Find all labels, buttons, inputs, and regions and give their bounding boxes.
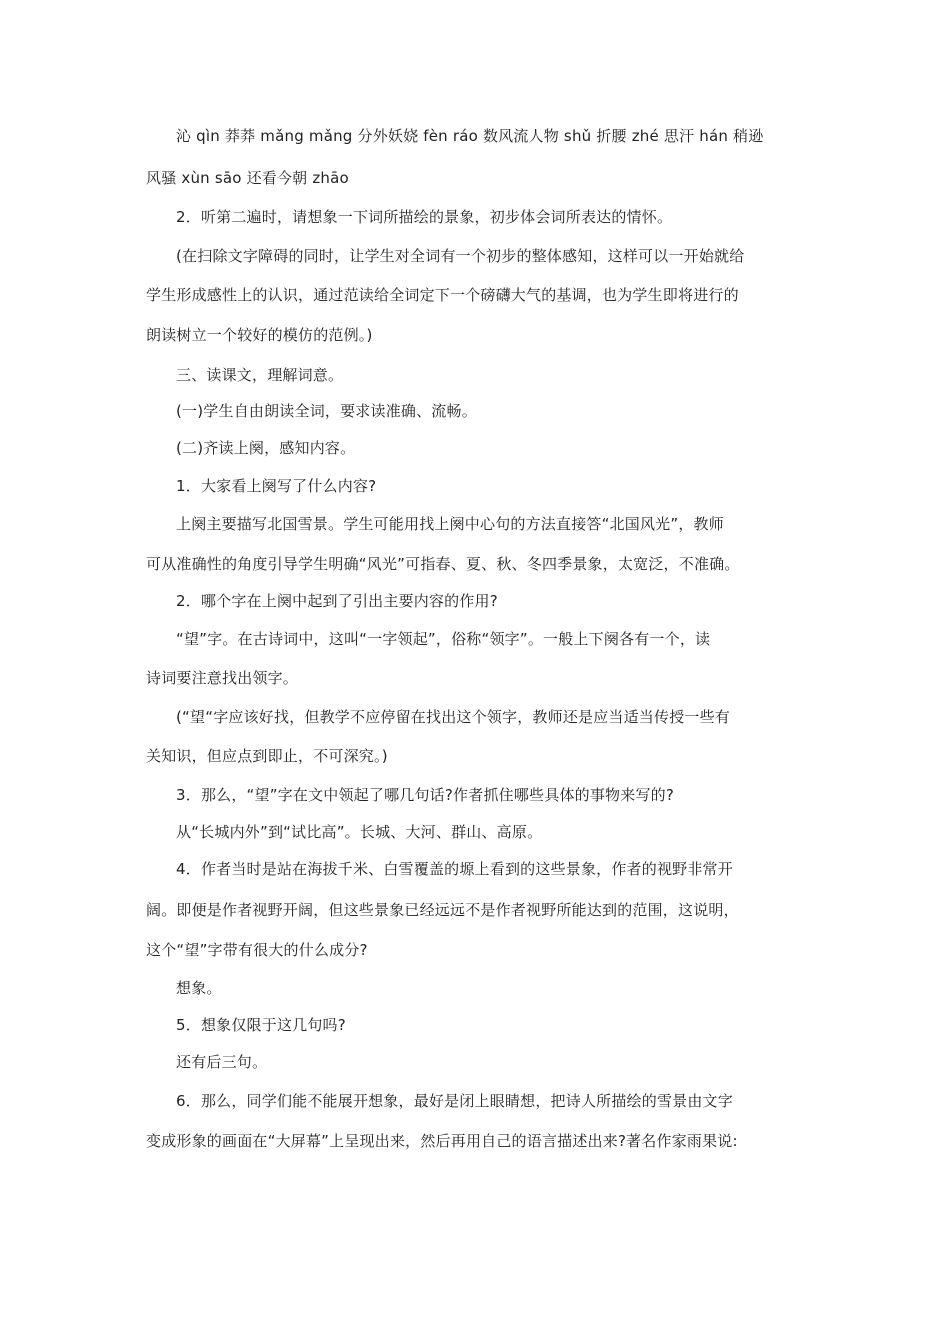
answer-4: 想象。 (176, 979, 222, 997)
question-3: 3．那么，“望”字在文中领起了哪几句话?作者抓住哪些具体的事物来写的? (176, 786, 675, 804)
answer-5: 还有后三句。 (176, 1053, 268, 1071)
question-6-line-1: 6．那么，同学们能不能展开想象，最好是闭上眼睛想，把诗人所描绘的雪景由文字 (176, 1092, 733, 1110)
note-line-2: 学生形成感性上的认识，通过范读给全词定下一个磅礴大气的基调，也为学生即将进行的 (146, 286, 739, 304)
answer-1-line-2: 可从准确性的角度引导学生明确“风光”可指春、夏、秋、冬四季景象，太宽泛，不准确。 (146, 555, 740, 573)
question-4-line-2: 阔。即便是作者视野开阔，但这些景象已经远远不是作者视野所能达到的范围，这说明， (146, 901, 739, 919)
question-1: 1．大家看上阕写了什么内容? (176, 477, 377, 495)
pronunciation-line-1: 沁 qìn 莽莽 mǎng mǎng 分外妖娆 fèn ráo 数风流人物 shǔ 折腰 zhé 思汗 hán 稍逊 (176, 127, 764, 145)
question-4-line-1: 4．作者当时是站在海拔千米、白雪覆盖的塬上看到的这些景象，作者的视野非常开 (176, 860, 733, 878)
answer-2-line-2: 诗词要注意找出领字。 (146, 669, 299, 687)
sub-item-2: (二)齐读上阕，感知内容。 (176, 439, 356, 457)
note-2-line-2: 关知识，但应点到即止，不可深究。) (146, 747, 388, 765)
note-line-3: 朗读树立一个较好的模仿的范例。) (146, 326, 373, 344)
question-5: 5．想象仅限于这几句吗? (176, 1016, 346, 1034)
answer-2-line-1: “望”字。在古诗词中，这叫“一字领起”，俗称“领字”。一般上下阕各有一个，读 (176, 630, 711, 648)
question-4-line-3: 这个“望”字带有很大的什么成分? (146, 941, 368, 959)
paragraph-listen-second: 2．听第二遍时，请想象一下词所描绘的景象，初步体会词所表达的情怀。 (176, 208, 673, 226)
note-line-1: (在扫除文字障碍的同时，让学生对全词有一个初步的整体感知，这样可以一开始就给 (176, 247, 745, 265)
section-heading-3: 三、读课文，理解词意。 (176, 366, 344, 384)
note-2-line-1: (“望“字应该好找，但教学不应停留在找出这个领字，教师还是应当适当传授一些有 (176, 708, 730, 726)
question-2: 2．哪个字在上阕中起到了引出主要内容的作用? (176, 592, 498, 610)
question-6-line-2: 变成形象的画面在“大屏幕”上呈现出来，然后再用自己的语言描述出来?著名作家雨果说: (146, 1132, 738, 1150)
sub-item-1: (一)学生自由朗读全词，要求读准确、流畅。 (176, 402, 477, 420)
answer-3: 从“长城内外”到“试比高”。长城、大河、群山、高原。 (176, 823, 543, 841)
answer-1-line-1: 上阕主要描写北国雪景。学生可能用找上阕中心句的方法直接答“北国风光”，教师 (176, 515, 724, 533)
pronunciation-line-2: 风骚 xùn sāo 还看今朝 zhāo (146, 169, 349, 187)
